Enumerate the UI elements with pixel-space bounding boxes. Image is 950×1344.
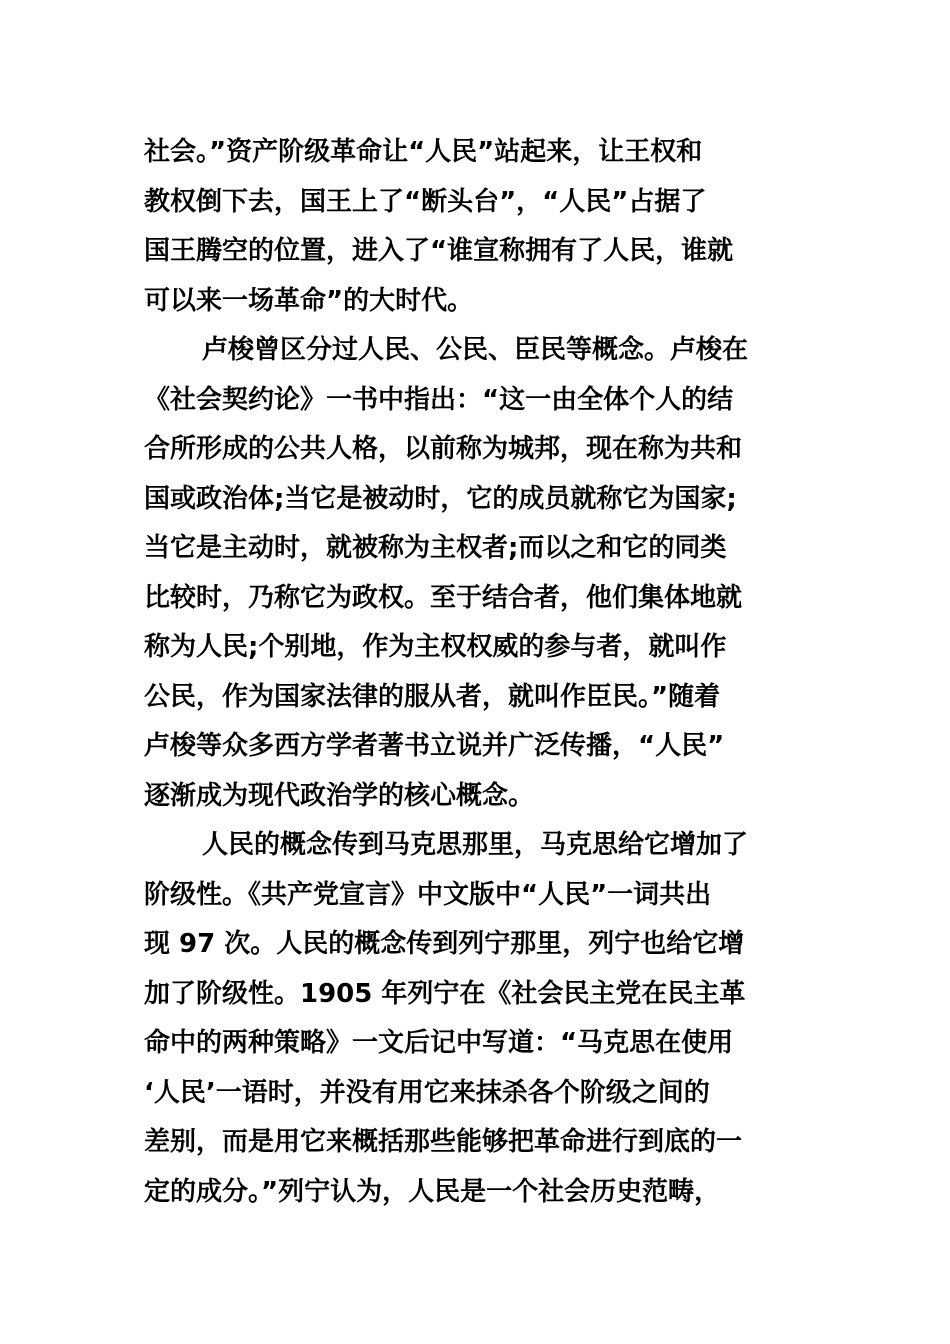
text-line: 逐渐成为现代政治学的核心概念。 [144, 780, 535, 811]
text-line: 公民，作为国家法律的服从者，就叫作臣民。”随着 [144, 681, 721, 712]
text-line: 卢梭等众多西方学者著书立说并广泛传播，“人民” [144, 731, 725, 761]
text-line: 合所形成的公共人格，以前称为城邦，现在称为共和 [144, 434, 743, 464]
text-line: 比较时，乃称它为政权。至于结合者，他们集体地就 [144, 582, 743, 613]
text-line: 命中的两种策略》一文后记中写道：“马克思在使用 [144, 1028, 734, 1058]
text-line: 《社会契约论》一书中指出：“这一由全体个人的结 [144, 384, 734, 415]
text-line: 差别，而是用它来概括那些能够把革命进行到底的一 [144, 1127, 743, 1157]
text-line: 国或政治体;当它是被动时，它的成员就称它为国家; [144, 483, 737, 514]
paragraph-first-line: 卢梭曾区分过人民、公民、臣民等概念。卢梭在 [202, 335, 749, 365]
text-line: 社会。”资产阶级革命让“人民”站起来，让王权和 [144, 137, 703, 167]
paragraph-first-line: 人民的概念传到马克思那里，马克思给它增加了 [202, 830, 749, 860]
text-line: ‘人民’一语时，并没有用它来抹杀各个阶级之间的 [144, 1077, 710, 1108]
text-line: 可以来一场革命”的大时代。 [144, 285, 474, 316]
text-line: 称为人民;个别地，作为主权权威的参与者，就叫作 [144, 632, 727, 662]
text-line: 阶级性。《共产党宣言》中文版中“人民”一词共出 [144, 879, 712, 910]
text-line: 加了阶级性。1905 年列宁在《社会民主党在民主革 [144, 978, 746, 1009]
text-line: 定的成分。”列宁认为，人民是一个社会历史范畴， [144, 1176, 721, 1207]
text-line: 教权倒下去，国王上了“断头台”，“人民”占据了 [144, 186, 707, 217]
body-text [144, 128, 808, 1217]
text-line: 国王腾空的位置，进入了“谁宣称拥有了人民，谁就 [144, 236, 734, 266]
text-line: 当它是主动时，就被称为主权者;而以之和它的同类 [144, 533, 727, 563]
text-line: 现 97 次。人民的概念传到列宁那里，列宁也给它增 [144, 929, 745, 959]
